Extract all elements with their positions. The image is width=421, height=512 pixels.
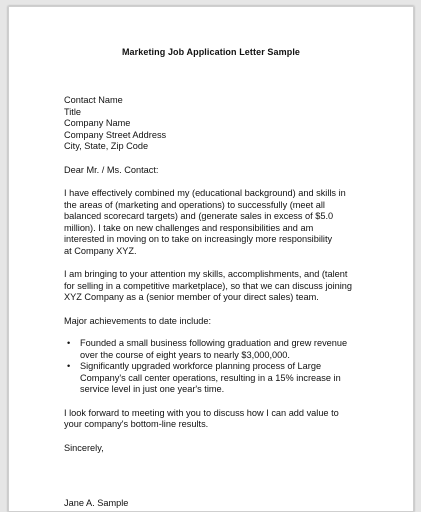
address-line: Company Name — [64, 118, 131, 128]
paragraph-line: I am bringing to your attention my skills, accomplishments, and (talent — [64, 269, 348, 279]
bullet-icon: • — [67, 361, 71, 371]
list-item — [64, 338, 394, 361]
paragraph-line: I have effectively combined my (educational background) and skills in — [64, 188, 346, 198]
signature-name: Jane A. Sample — [64, 498, 129, 508]
list-item-line: Significantly upgraded workforce planning process of Large — [80, 361, 322, 371]
paragraph-line: I look forward to meeting with you to discuss how I can add value to — [64, 407, 339, 418]
list-item — [64, 361, 394, 396]
list-item-line: service level in just one year's time. — [80, 384, 225, 394]
document-title: Marketing Job Application Letter Sample — [121, 47, 301, 57]
closing — [64, 443, 394, 455]
achievements-intro-text: Major achievements to date include: — [64, 315, 212, 326]
letter-body — [64, 95, 394, 510]
paragraph-closing — [64, 408, 394, 431]
address-line: Contact Name — [64, 95, 123, 105]
closing-text: Sincerely, — [64, 442, 104, 453]
paragraph-line: million). I take on new challenges and responsibilities and am — [64, 222, 314, 233]
achievements-intro — [64, 316, 394, 328]
paragraph-line: for selling in a competitive marketplace), so that we can discuss joining — [64, 280, 353, 291]
paragraph-skills — [64, 269, 394, 304]
salutation — [64, 165, 394, 177]
address-line: Title — [64, 106, 82, 117]
bullet-icon: • — [67, 338, 71, 348]
paragraph-line: interested in moving on to take on increasingly more responsibility — [64, 234, 333, 244]
list-item-line: over the course of eight years to nearly $3,000,000. — [80, 349, 290, 360]
list-item-line: Company's call center operations, resulting in a 15% increase in — [80, 372, 341, 383]
paragraph-line: the areas of (marketing and operations) to successfully (meet all — [64, 199, 325, 210]
paragraph-intro — [64, 188, 394, 257]
paragraph-line: balanced scorecard targets) and (generate sales in excess of $5.0 — [64, 211, 334, 221]
letter-page — [8, 6, 414, 512]
achievements-list — [64, 338, 394, 396]
paragraph-line: your company's bottom-line results. — [64, 419, 209, 429]
signature — [64, 498, 394, 510]
recipient-address — [64, 95, 394, 153]
address-line: Company Street Address — [64, 129, 167, 140]
list-item-line: Founded a small business following graduation and grew revenue — [80, 338, 348, 348]
salutation-text: Dear Mr. / Ms. Contact: — [64, 164, 159, 175]
paragraph-line: XYZ Company as a (senior member of your direct sales) team. — [64, 292, 319, 302]
address-line: City, State, Zip Code — [64, 141, 149, 151]
paragraph-line: at Company XYZ. — [64, 245, 137, 256]
